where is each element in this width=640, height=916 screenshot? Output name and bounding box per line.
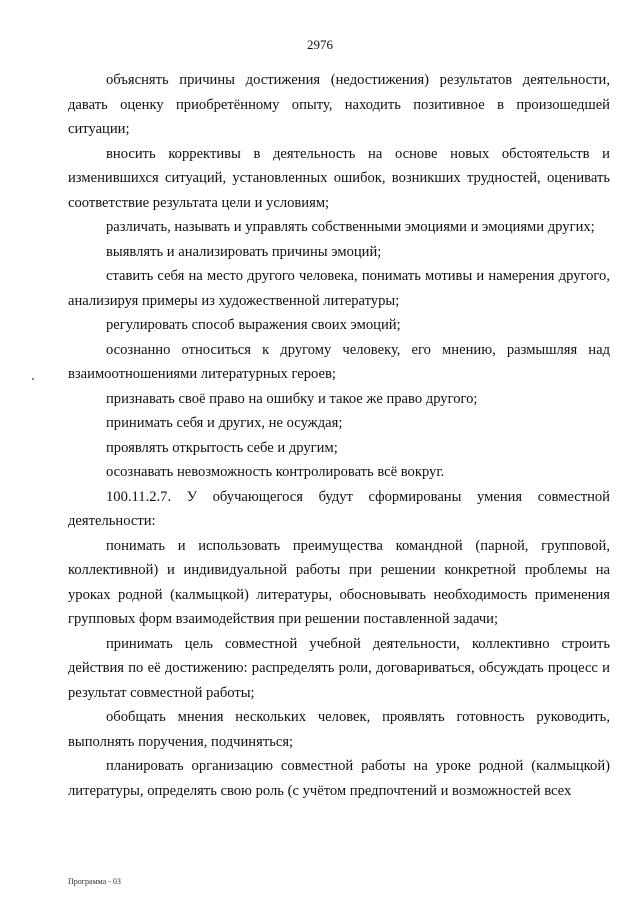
paragraph-1: объяснять причины достижения (недостижения) результатов деятельности, давать оценку приобретённому опыту, находить позитивное в произошедшей ситуации; [68,72,610,137]
paragraph-11: осознавать невозможность контролировать всё вокруг. [106,464,445,480]
paragraph-13: понимать и использовать преимущества командной (парной, групповой, коллективной) и индивидуальной работы при решении конкретной проблемы на уроках родной (калмыцкой) литературы, обосновывать необходимость применения групповых форм взаимодействия при решении поставленной задачи; [68,537,610,627]
section-heading-100-11-2-7: 100.11.2.7. У обучающегося будут сформированы умения совместной деятельности: [68,488,610,529]
footer-label: Программа - 03 [68,877,121,886]
paragraph-15: обобщать мнения нескольких человек, проявлять готовность руководить, выполнять поручения, подчиняться; [68,709,610,750]
paragraph-14: принимать цель совместной учебной деятельности, коллективно строить действия по её достижению: распределять роли, договариваться, обсуждать процесс и результат совместной работы; [68,635,610,701]
paragraph-16: планировать организацию совместной работы на уроке родной (калмыцкой) литературы, определять свою роль (с учётом предпочтений и возможностей всех [68,758,610,799]
paragraph-2: вносить коррективы в деятельность на основе новых обстоятельств и изменившихся ситуаций, установленных ошибок, возникших трудностей, оценивать соответствие результата цели и условиям; [68,145,610,211]
document-body [68,68,610,803]
page-number: 2976 [307,37,333,52]
scan-dot [32,378,34,380]
paragraph-8: признавать своё право на ошибку и такое же право другого; [106,390,478,407]
paragraph-5: ставить себя на место другого человека, понимать мотивы и намерения другого, анализируя примеры из художественной литературы; [68,268,610,309]
paragraph-3: различать, называть и управлять собственными эмоциями и эмоциями других; [106,219,595,235]
paragraph-7: осознанно относиться к другому человеку, его мнению, размышляя над взаимоотношениями литературных героев; [68,341,610,382]
paragraph-10: проявлять открытость себе и другим; [106,439,338,456]
paragraph-4: выявлять и анализировать причины эмоций; [106,243,382,260]
paragraph-6: регулировать способ выражения своих эмоций; [106,317,401,333]
paragraph-9: принимать себя и других, не осуждая; [106,415,343,431]
